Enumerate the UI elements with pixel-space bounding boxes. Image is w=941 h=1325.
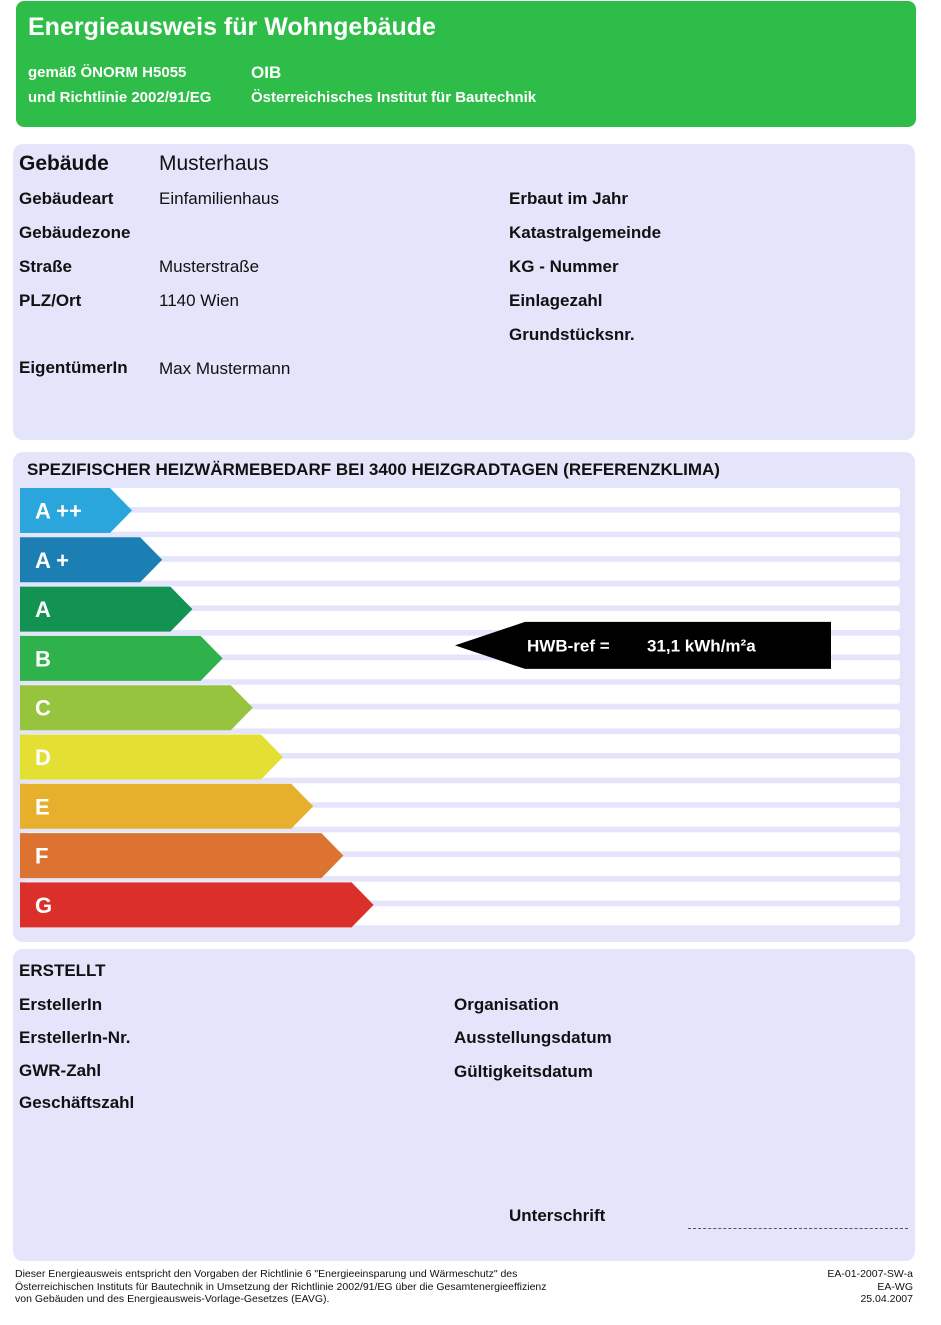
erstellerin-label: ErstellerIn <box>19 995 103 1014</box>
energy-class-label-3: A <box>35 597 51 623</box>
gebaeudeart-label: Gebäudeart <box>19 189 114 208</box>
gueltigkeitsdatum-label: Gültigkeitsdatum <box>454 1062 593 1081</box>
gwr-zahl-label: GWR-Zahl <box>19 1061 102 1080</box>
energy-class-label-2: A + <box>35 547 70 573</box>
erbaut-label: Erbaut im Jahr <box>509 189 629 208</box>
eigentuemer-value: Max Mustermann <box>159 359 291 378</box>
einlagezahl-label: Einlagezahl <box>509 291 603 310</box>
grundstuecksnr-label: Grundstücksnr. <box>509 325 635 344</box>
footer-line-1: Dieser Energieausweis entspricht den Vorgaben der Richtlinie 6 "Energieeinsparung und Wärmeschutz" des <box>15 1268 518 1280</box>
energy-class-label-5: C <box>35 695 51 721</box>
energy-class-arrow-9 <box>20 882 374 927</box>
strasse-label: Straße <box>19 257 72 276</box>
unterschrift-label: Unterschrift <box>509 1206 606 1225</box>
footer-line-2: Österreichischen Instituts für Bautechnik in Umsetzung der Richtlinie 2002/91/EG über die Gesamtenergieeffizienz <box>15 1280 547 1293</box>
document-title: Energieausweis für Wohngebäude <box>28 13 436 41</box>
scale-background-stripe <box>24 488 900 507</box>
kg-nummer-label: KG - Nummer <box>509 257 619 276</box>
norm-line-1: gemäß ÖNORM H5055 <box>28 64 187 81</box>
signature-line <box>688 1228 908 1229</box>
gebaeudezone-label: Gebäudezone <box>19 223 131 242</box>
katastralgemeinde-label: Katastralgemeinde <box>509 223 662 242</box>
energy-class-label-9: G <box>35 892 53 918</box>
scale-background-stripe <box>24 513 900 532</box>
plz-ort-value: 1140 Wien <box>159 291 240 310</box>
energy-class-arrow-8 <box>20 833 343 878</box>
footer-line-3: von Gebäuden und des Energieausweis-Vorlage-Gesetzes (EAVG). <box>15 1293 330 1305</box>
erstellt-heading: ERSTELLT <box>19 961 106 980</box>
erstellerin-nr-label: ErstellerIn-Nr. <box>19 1028 131 1047</box>
energy-class-arrow-7 <box>20 784 313 829</box>
footer-codes <box>827 1268 913 1306</box>
gebaeude-value: Musterhaus <box>159 152 269 175</box>
energy-class-label-4: B <box>35 646 51 672</box>
energy-class-label-1: A ++ <box>35 498 82 524</box>
geschaeftszahl-label: Geschäftszahl <box>19 1093 135 1112</box>
plz-ort-label: PLZ/Ort <box>19 291 82 310</box>
norm-line-2: und Richtlinie 2002/91/EG <box>28 89 212 106</box>
strasse-value: Musterstraße <box>159 257 260 276</box>
gebaeudeart-value: Einfamilienhaus <box>159 189 280 208</box>
gebaeude-label: Gebäude <box>19 152 109 175</box>
hwb-indicator-value: 31,1 kWh/m²a <box>647 636 756 656</box>
hwb-indicator-arrow <box>455 622 831 669</box>
oib-full-name: Österreichisches Institut für Bautechnik <box>251 89 537 106</box>
energy-class-arrow-6 <box>20 735 283 780</box>
footer-note <box>15 1268 547 1306</box>
oib-abbreviation: OIB <box>251 63 282 82</box>
energy-class-label-7: E <box>35 794 50 820</box>
organisation-label: Organisation <box>454 995 559 1014</box>
eigentuemer-label: EigentümerIn <box>19 358 128 377</box>
energy-class-label-6: D <box>35 745 51 770</box>
footer-type-code: EA-WG <box>877 1280 913 1293</box>
energy-heading: SPEZIFISCHER HEIZWÄRMEBEDARF BEI 3400 HEIZGRADTAGEN (REFERENZKLIMA) <box>27 460 720 479</box>
hwb-indicator-label: HWB-ref = <box>527 636 610 656</box>
footer-date: 25.04.2007 <box>860 1293 913 1305</box>
energy-class-label-8: F <box>35 843 49 869</box>
footer-form-code: EA-01-2007-SW-a <box>827 1268 913 1280</box>
energy-class-arrow-5 <box>20 685 253 730</box>
ausstellungsdatum-label: Ausstellungsdatum <box>454 1028 612 1047</box>
